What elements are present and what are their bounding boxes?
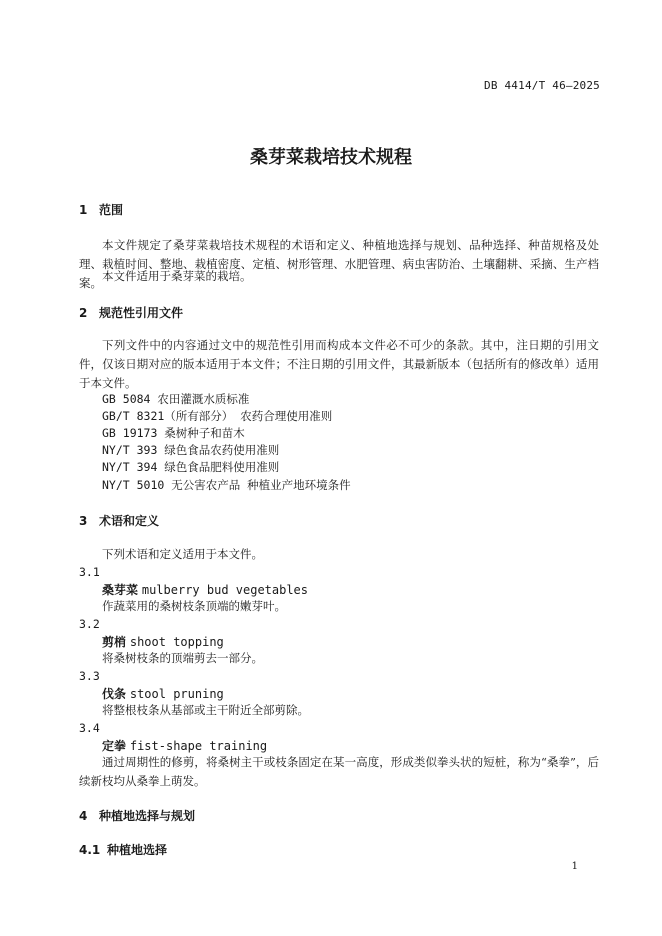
section-title: 规范性引用文件 [99, 306, 184, 320]
section-4-heading [79, 807, 195, 824]
section-number: 1 [79, 203, 88, 217]
term-number: 3.4 [79, 721, 100, 735]
term-number: 3.2 [79, 617, 100, 631]
reference-item: NY/T 394 绿色食品肥料使用准则 [102, 460, 280, 474]
section-1-paragraph-1: 本文件规定了桑芽菜栽培技术规程的术语和定义、种植地选择与规划、品种选择、种苗规格及处理、栽植时间、整地、栽植密度、定植、树形管理、水肥管理、病虫害防治、土壤翻耕、采摘、生产档案。 [79, 238, 599, 290]
term-definition: 作蔬菜用的桑树枝条顶端的嫩芽叶。 [102, 599, 286, 613]
reference-item: GB 19173 桑树种子和苗木 [102, 426, 245, 440]
reference-item: GB 5084 农田灌溉水质标准 [102, 392, 250, 406]
page-number: 1 [571, 861, 578, 872]
section-title: 术语和定义 [99, 514, 160, 528]
section-title: 种植地选择与规划 [99, 809, 196, 823]
section-number: 4 [79, 809, 88, 823]
section-number: 2 [79, 306, 88, 320]
section-2-paragraph: 下列文件中的内容通过文中的规范性引用而构成本文件必不可少的条款。其中，注日期的引用文件，仅该日期对应的版本适用于本文件；不注日期的引用文件，其最新版本（包括所有的修改单）适用于本文件。 [79, 338, 599, 390]
section-1-paragraph-2: 本文件适用于桑芽菜的栽培。 [102, 269, 252, 283]
document-title: 桑芽菜栽培技术规程 [250, 147, 412, 168]
section-title: 范围 [99, 203, 124, 217]
term-title: 桑芽菜 mulberry bud vegetables [102, 583, 309, 597]
reference-item: NY/T 5010 无公害农产品 种植业产地环境条件 [102, 478, 351, 492]
term-definition: 将桑树枝条的顶端剪去一部分。 [102, 651, 263, 665]
subsection-title: 种植地选择 [107, 843, 168, 857]
reference-item: GB/T 8321（所有部分） 农药合理使用准则 [102, 409, 333, 423]
reference-item: NY/T 393 绿色食品农药使用准则 [102, 443, 280, 457]
term-definition: 通过周期性的修剪，将桑树主干或枝条固定在某一高度，形成类似拳头状的短桩，称为“桑拳”，后续新枝均从桑拳上萌发。 [79, 755, 599, 788]
term-number: 3.3 [79, 669, 100, 683]
subsection-4-1-heading [79, 841, 167, 858]
section-2-heading [79, 304, 183, 321]
term-title: 剪梢 shoot topping [102, 635, 224, 649]
term-number: 3.1 [79, 565, 100, 579]
term-title: 伐条 stool pruning [102, 687, 224, 701]
standard-code: DB 4414/T 46—2025 [484, 79, 600, 92]
section-3-heading [79, 512, 159, 529]
term-definition: 将整根枝条从基部或主干附近全部剪除。 [102, 703, 309, 717]
term-title: 定拳 fist-shape training [102, 739, 268, 753]
section-3-intro: 下列术语和定义适用于本文件。 [102, 547, 263, 561]
section-number: 3 [79, 514, 88, 528]
subsection-number: 4.1 [79, 843, 101, 857]
section-1-heading [79, 201, 123, 218]
